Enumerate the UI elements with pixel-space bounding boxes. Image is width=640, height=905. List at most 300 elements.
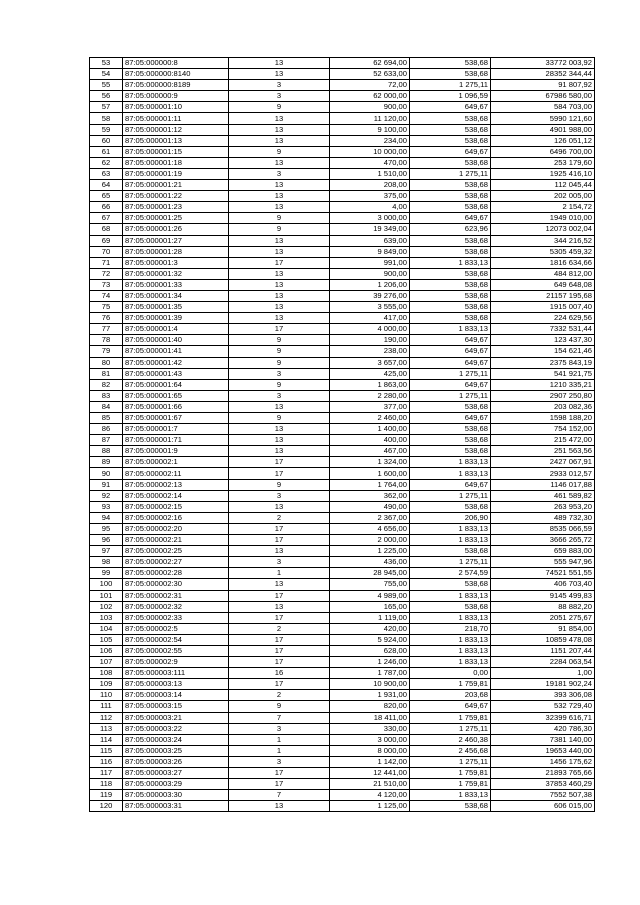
cadastral-number-cell: 87:05:000003:22 (123, 723, 229, 734)
cadastral-number-cell: 87:05:000001:15 (123, 146, 229, 157)
area-cell: 72,00 (330, 80, 410, 91)
rate-cell: 649,67 (410, 146, 491, 157)
group-cell: 9 (229, 346, 330, 357)
area-cell: 19 349,00 (330, 224, 410, 235)
area-cell: 2 367,00 (330, 512, 410, 523)
row-number-cell: 96 (90, 535, 123, 546)
value-cell: 584 703,00 (491, 102, 595, 113)
cadastral-number-cell: 87:05:000003:21 (123, 712, 229, 723)
value-cell: 1598 188,20 (491, 413, 595, 424)
value-cell: 1925 416,10 (491, 168, 595, 179)
table-row (90, 246, 595, 257)
rate-cell: 2 460,38 (410, 734, 491, 745)
row-number-cell: 58 (90, 113, 123, 124)
value-cell: 2907 250,80 (491, 390, 595, 401)
value-cell: 606 015,00 (491, 801, 595, 812)
cadastral-number-cell: 87:05:000001:12 (123, 124, 229, 135)
row-number-cell: 85 (90, 413, 123, 424)
row-number-cell: 109 (90, 679, 123, 690)
row-number-cell: 103 (90, 612, 123, 623)
value-cell: 7381 140,00 (491, 734, 595, 745)
table-row (90, 756, 595, 767)
rate-cell: 1 275,11 (410, 723, 491, 734)
group-cell: 13 (229, 601, 330, 612)
value-cell: 9145 499,83 (491, 590, 595, 601)
group-cell: 13 (229, 157, 330, 168)
group-cell: 1 (229, 568, 330, 579)
row-number-cell: 99 (90, 568, 123, 579)
table-row (90, 712, 595, 723)
group-cell: 13 (229, 58, 330, 69)
area-cell: 1 225,00 (330, 546, 410, 557)
rate-cell: 538,68 (410, 546, 491, 557)
value-cell: 1816 634,66 (491, 257, 595, 268)
cadastral-number-cell: 87:05:000003:27 (123, 768, 229, 779)
value-cell: 754 152,00 (491, 424, 595, 435)
row-number-cell: 83 (90, 390, 123, 401)
rate-cell: 538,68 (410, 401, 491, 412)
row-number-cell: 95 (90, 523, 123, 534)
table-row (90, 290, 595, 301)
area-cell: 377,00 (330, 401, 410, 412)
group-cell: 17 (229, 612, 330, 623)
cadastral-number-cell: 87:05:000001:43 (123, 368, 229, 379)
cadastral-number-cell: 87:05:000002:11 (123, 468, 229, 479)
cadastral-number-cell: 87:05:000001:18 (123, 157, 229, 168)
table-row (90, 80, 595, 91)
value-cell: 202 005,00 (491, 191, 595, 202)
row-number-cell: 54 (90, 69, 123, 80)
table-row (90, 568, 595, 579)
rate-cell: 1 833,13 (410, 790, 491, 801)
cadastral-number-cell: 87:05:000000:8140 (123, 69, 229, 80)
group-cell: 3 (229, 80, 330, 91)
table-row (90, 346, 595, 357)
table-row (90, 790, 595, 801)
group-cell: 17 (229, 523, 330, 534)
table-row (90, 657, 595, 668)
value-cell: 10859 478,08 (491, 634, 595, 645)
cadastral-number-cell: 87:05:000001:25 (123, 213, 229, 224)
group-cell: 13 (229, 279, 330, 290)
table-row (90, 668, 595, 679)
row-number-cell: 101 (90, 590, 123, 601)
group-cell: 3 (229, 390, 330, 401)
table-row (90, 157, 595, 168)
cadastral-number-cell: 87:05:000001:26 (123, 224, 229, 235)
area-cell: 1 600,00 (330, 468, 410, 479)
table-row (90, 168, 595, 179)
row-number-cell: 110 (90, 690, 123, 701)
value-cell: 5305 459,32 (491, 246, 595, 257)
group-cell: 3 (229, 490, 330, 501)
value-cell: 7332 531,44 (491, 324, 595, 335)
group-cell: 3 (229, 557, 330, 568)
area-cell: 375,00 (330, 191, 410, 202)
rate-cell: 1 833,13 (410, 612, 491, 623)
table-row (90, 590, 595, 601)
value-cell: 2 154,72 (491, 202, 595, 213)
value-cell: 1,00 (491, 668, 595, 679)
rate-cell: 538,68 (410, 302, 491, 313)
table-row (90, 268, 595, 279)
row-number-cell: 112 (90, 712, 123, 723)
group-cell: 13 (229, 268, 330, 279)
area-cell: 628,00 (330, 645, 410, 656)
value-cell: 2427 067,91 (491, 457, 595, 468)
row-number-cell: 55 (90, 80, 123, 91)
rate-cell: 538,68 (410, 313, 491, 324)
rate-cell: 1 833,13 (410, 657, 491, 668)
area-cell: 1 400,00 (330, 424, 410, 435)
group-cell: 13 (229, 191, 330, 202)
group-cell: 17 (229, 535, 330, 546)
table-row (90, 424, 595, 435)
group-cell: 13 (229, 135, 330, 146)
group-cell: 13 (229, 235, 330, 246)
row-number-cell: 60 (90, 135, 123, 146)
rate-cell: 538,68 (410, 290, 491, 301)
value-cell: 28352 344,44 (491, 69, 595, 80)
cadastral-number-cell: 87:05:000001:71 (123, 435, 229, 446)
rate-cell: 538,68 (410, 435, 491, 446)
group-cell: 17 (229, 679, 330, 690)
rate-cell: 1 833,13 (410, 257, 491, 268)
group-cell: 13 (229, 202, 330, 213)
value-cell: 224 629,56 (491, 313, 595, 324)
row-number-cell: 70 (90, 246, 123, 257)
row-number-cell: 111 (90, 701, 123, 712)
table-row (90, 257, 595, 268)
value-cell: 253 179,60 (491, 157, 595, 168)
rate-cell: 649,67 (410, 701, 491, 712)
area-cell: 3 555,00 (330, 302, 410, 313)
area-cell: 18 411,00 (330, 712, 410, 723)
cadastral-number-cell: 87:05:000000:9 (123, 91, 229, 102)
group-cell: 3 (229, 368, 330, 379)
value-cell: 12073 002,04 (491, 224, 595, 235)
cadastral-number-cell: 87:05:000002:13 (123, 479, 229, 490)
table-row (90, 102, 595, 113)
row-number-cell: 94 (90, 512, 123, 523)
group-cell: 9 (229, 213, 330, 224)
rate-cell: 1 833,13 (410, 468, 491, 479)
row-number-cell: 113 (90, 723, 123, 734)
value-cell: 6496 700,00 (491, 146, 595, 157)
value-cell: 344 216,52 (491, 235, 595, 246)
cadastral-number-cell: 87:05:000002:33 (123, 612, 229, 623)
row-number-cell: 75 (90, 302, 123, 313)
value-cell: 215 472,00 (491, 435, 595, 446)
cadastral-number-cell: 87:05:000001:64 (123, 379, 229, 390)
table-row (90, 224, 595, 235)
area-cell: 234,00 (330, 135, 410, 146)
rate-cell: 1 759,81 (410, 768, 491, 779)
area-cell: 208,00 (330, 180, 410, 191)
cadastral-number-cell: 87:05:000001:21 (123, 180, 229, 191)
value-cell: 406 703,40 (491, 579, 595, 590)
value-cell: 37853 460,29 (491, 779, 595, 790)
table-row (90, 146, 595, 157)
group-cell: 17 (229, 468, 330, 479)
rate-cell: 538,68 (410, 268, 491, 279)
value-cell: 263 953,20 (491, 501, 595, 512)
rate-cell: 649,67 (410, 379, 491, 390)
group-cell: 17 (229, 768, 330, 779)
group-cell: 13 (229, 401, 330, 412)
row-number-cell: 77 (90, 324, 123, 335)
cadastral-number-cell: 87:05:000002:27 (123, 557, 229, 568)
table-row (90, 124, 595, 135)
table-row (90, 180, 595, 191)
rate-cell: 538,68 (410, 202, 491, 213)
row-number-cell: 63 (90, 168, 123, 179)
value-cell: 126 051,12 (491, 135, 595, 146)
area-cell: 467,00 (330, 446, 410, 457)
rate-cell: 649,67 (410, 213, 491, 224)
value-cell: 74521 551,55 (491, 568, 595, 579)
rate-cell: 218,70 (410, 623, 491, 634)
group-cell: 7 (229, 712, 330, 723)
cadastral-number-cell: 87:05:000002:55 (123, 645, 229, 656)
row-number-cell: 72 (90, 268, 123, 279)
rate-cell: 538,68 (410, 124, 491, 135)
row-number-cell: 68 (90, 224, 123, 235)
cadastral-number-cell: 87:05:000001:13 (123, 135, 229, 146)
rate-cell: 1 096,59 (410, 91, 491, 102)
value-cell: 91 854,00 (491, 623, 595, 634)
group-cell: 13 (229, 69, 330, 80)
row-number-cell: 66 (90, 202, 123, 213)
value-cell: 21157 195,68 (491, 290, 595, 301)
row-number-cell: 57 (90, 102, 123, 113)
area-cell: 238,00 (330, 346, 410, 357)
row-number-cell: 116 (90, 756, 123, 767)
row-number-cell: 64 (90, 180, 123, 191)
table-row (90, 490, 595, 501)
value-cell: 1456 175,62 (491, 756, 595, 767)
value-cell: 154 621,46 (491, 346, 595, 357)
area-cell: 21 510,00 (330, 779, 410, 790)
row-number-cell: 81 (90, 368, 123, 379)
area-cell: 10 000,00 (330, 146, 410, 157)
area-cell: 52 633,00 (330, 69, 410, 80)
rate-cell: 1 833,13 (410, 634, 491, 645)
area-cell: 3 000,00 (330, 213, 410, 224)
table-row (90, 435, 595, 446)
row-number-cell: 100 (90, 579, 123, 590)
table-row (90, 113, 595, 124)
table-row (90, 235, 595, 246)
value-cell: 393 306,08 (491, 690, 595, 701)
cadastral-number-cell: 87:05:000003:31 (123, 801, 229, 812)
row-number-cell: 92 (90, 490, 123, 501)
cadastral-number-cell: 87:05:000003:14 (123, 690, 229, 701)
area-cell: 1 510,00 (330, 168, 410, 179)
cadastral-number-cell: 87:05:000001:32 (123, 268, 229, 279)
group-cell: 3 (229, 91, 330, 102)
cadastral-number-cell: 87:05:000002:25 (123, 546, 229, 557)
area-cell: 330,00 (330, 723, 410, 734)
value-cell: 1210 335,21 (491, 379, 595, 390)
group-cell: 13 (229, 801, 330, 812)
table-body (90, 58, 595, 812)
row-number-cell: 56 (90, 91, 123, 102)
cadastral-number-cell: 87:05:000001:23 (123, 202, 229, 213)
table-row (90, 701, 595, 712)
value-cell: 19181 902,24 (491, 679, 595, 690)
rate-cell: 1 275,11 (410, 80, 491, 91)
value-cell: 484 812,00 (491, 268, 595, 279)
group-cell: 1 (229, 745, 330, 756)
area-cell: 420,00 (330, 623, 410, 634)
table-row (90, 623, 595, 634)
value-cell: 32399 616,71 (491, 712, 595, 723)
area-cell: 1 324,00 (330, 457, 410, 468)
rate-cell: 623,96 (410, 224, 491, 235)
value-cell: 532 729,40 (491, 701, 595, 712)
table-row (90, 523, 595, 534)
cadastral-number-cell: 87:05:000002:30 (123, 579, 229, 590)
row-number-cell: 59 (90, 124, 123, 135)
value-cell: 2933 012,57 (491, 468, 595, 479)
rate-cell: 538,68 (410, 801, 491, 812)
group-cell: 17 (229, 657, 330, 668)
area-cell: 4 000,00 (330, 324, 410, 335)
cadastral-number-cell: 87:05:000001:28 (123, 246, 229, 257)
area-cell: 1 863,00 (330, 379, 410, 390)
cadastral-number-cell: 87:05:000002:1 (123, 457, 229, 468)
table-row (90, 91, 595, 102)
area-cell: 11 120,00 (330, 113, 410, 124)
area-cell: 900,00 (330, 268, 410, 279)
table-row (90, 58, 595, 69)
row-number-cell: 105 (90, 634, 123, 645)
table-row (90, 546, 595, 557)
rate-cell: 538,68 (410, 446, 491, 457)
table-row (90, 535, 595, 546)
area-cell: 2 280,00 (330, 390, 410, 401)
row-number-cell: 118 (90, 779, 123, 790)
group-cell: 17 (229, 257, 330, 268)
table-row (90, 723, 595, 734)
table-row (90, 479, 595, 490)
cadastral-number-cell: 87:05:000002:5 (123, 623, 229, 634)
rate-cell: 1 275,11 (410, 756, 491, 767)
rate-cell: 649,67 (410, 346, 491, 357)
table-row (90, 468, 595, 479)
row-number-cell: 91 (90, 479, 123, 490)
rate-cell: 649,67 (410, 479, 491, 490)
table-row (90, 368, 595, 379)
value-cell: 8535 066,59 (491, 523, 595, 534)
group-cell: 13 (229, 180, 330, 191)
group-cell: 13 (229, 546, 330, 557)
rate-cell: 1 833,13 (410, 535, 491, 546)
area-cell: 2 000,00 (330, 535, 410, 546)
value-cell: 1151 207,44 (491, 645, 595, 656)
area-cell: 4 989,00 (330, 590, 410, 601)
cadastral-number-cell: 87:05:000003:29 (123, 779, 229, 790)
group-cell: 16 (229, 668, 330, 679)
group-cell: 3 (229, 723, 330, 734)
area-cell: 417,00 (330, 313, 410, 324)
row-number-cell: 108 (90, 668, 123, 679)
group-cell: 3 (229, 168, 330, 179)
row-number-cell: 107 (90, 657, 123, 668)
cadastral-number-cell: 87:05:000001:19 (123, 168, 229, 179)
cadastral-number-cell: 87:05:000001:3 (123, 257, 229, 268)
cadastral-number-cell: 87:05:000001:10 (123, 102, 229, 113)
row-number-cell: 90 (90, 468, 123, 479)
value-cell: 88 882,20 (491, 601, 595, 612)
row-number-cell: 76 (90, 313, 123, 324)
value-cell: 1146 017,88 (491, 479, 595, 490)
value-cell: 251 563,56 (491, 446, 595, 457)
cadastral-number-cell: 87:05:000003:24 (123, 734, 229, 745)
row-number-cell: 74 (90, 290, 123, 301)
area-cell: 3 657,00 (330, 357, 410, 368)
table-row (90, 579, 595, 590)
row-number-cell: 106 (90, 645, 123, 656)
table-row (90, 801, 595, 812)
area-cell: 425,00 (330, 368, 410, 379)
area-cell: 9 100,00 (330, 124, 410, 135)
rate-cell: 1 833,13 (410, 457, 491, 468)
table-row (90, 512, 595, 523)
row-number-cell: 120 (90, 801, 123, 812)
table-row (90, 69, 595, 80)
group-cell: 17 (229, 324, 330, 335)
group-cell: 13 (229, 302, 330, 313)
group-cell: 2 (229, 512, 330, 523)
cadastral-number-cell: 87:05:000000:8189 (123, 80, 229, 91)
group-cell: 9 (229, 357, 330, 368)
area-cell: 39 276,00 (330, 290, 410, 301)
rate-cell: 538,68 (410, 235, 491, 246)
value-cell: 5990 121,60 (491, 113, 595, 124)
table-row (90, 413, 595, 424)
area-cell: 4,00 (330, 202, 410, 213)
area-cell: 1 931,00 (330, 690, 410, 701)
group-cell: 9 (229, 224, 330, 235)
value-cell: 541 921,75 (491, 368, 595, 379)
group-cell: 9 (229, 146, 330, 157)
row-number-cell: 89 (90, 457, 123, 468)
table-row (90, 279, 595, 290)
rate-cell: 2 456,68 (410, 745, 491, 756)
rate-cell: 649,67 (410, 335, 491, 346)
cadastral-number-cell: 87:05:000002:15 (123, 501, 229, 512)
cadastral-number-cell: 87:05:000001:9 (123, 446, 229, 457)
row-number-cell: 69 (90, 235, 123, 246)
cadastral-number-cell: 87:05:000001:65 (123, 390, 229, 401)
rate-cell: 538,68 (410, 246, 491, 257)
cadastral-number-cell: 87:05:000001:40 (123, 335, 229, 346)
row-number-cell: 86 (90, 424, 123, 435)
group-cell: 9 (229, 335, 330, 346)
group-cell: 13 (229, 290, 330, 301)
cadastral-number-cell: 87:05:000002:20 (123, 523, 229, 534)
group-cell: 2 (229, 690, 330, 701)
value-cell: 7552 507,38 (491, 790, 595, 801)
group-cell: 13 (229, 435, 330, 446)
cadastral-number-cell: 87:05:000001:7 (123, 424, 229, 435)
row-number-cell: 61 (90, 146, 123, 157)
row-number-cell: 62 (90, 157, 123, 168)
area-cell: 1 764,00 (330, 479, 410, 490)
area-cell: 9 849,00 (330, 246, 410, 257)
